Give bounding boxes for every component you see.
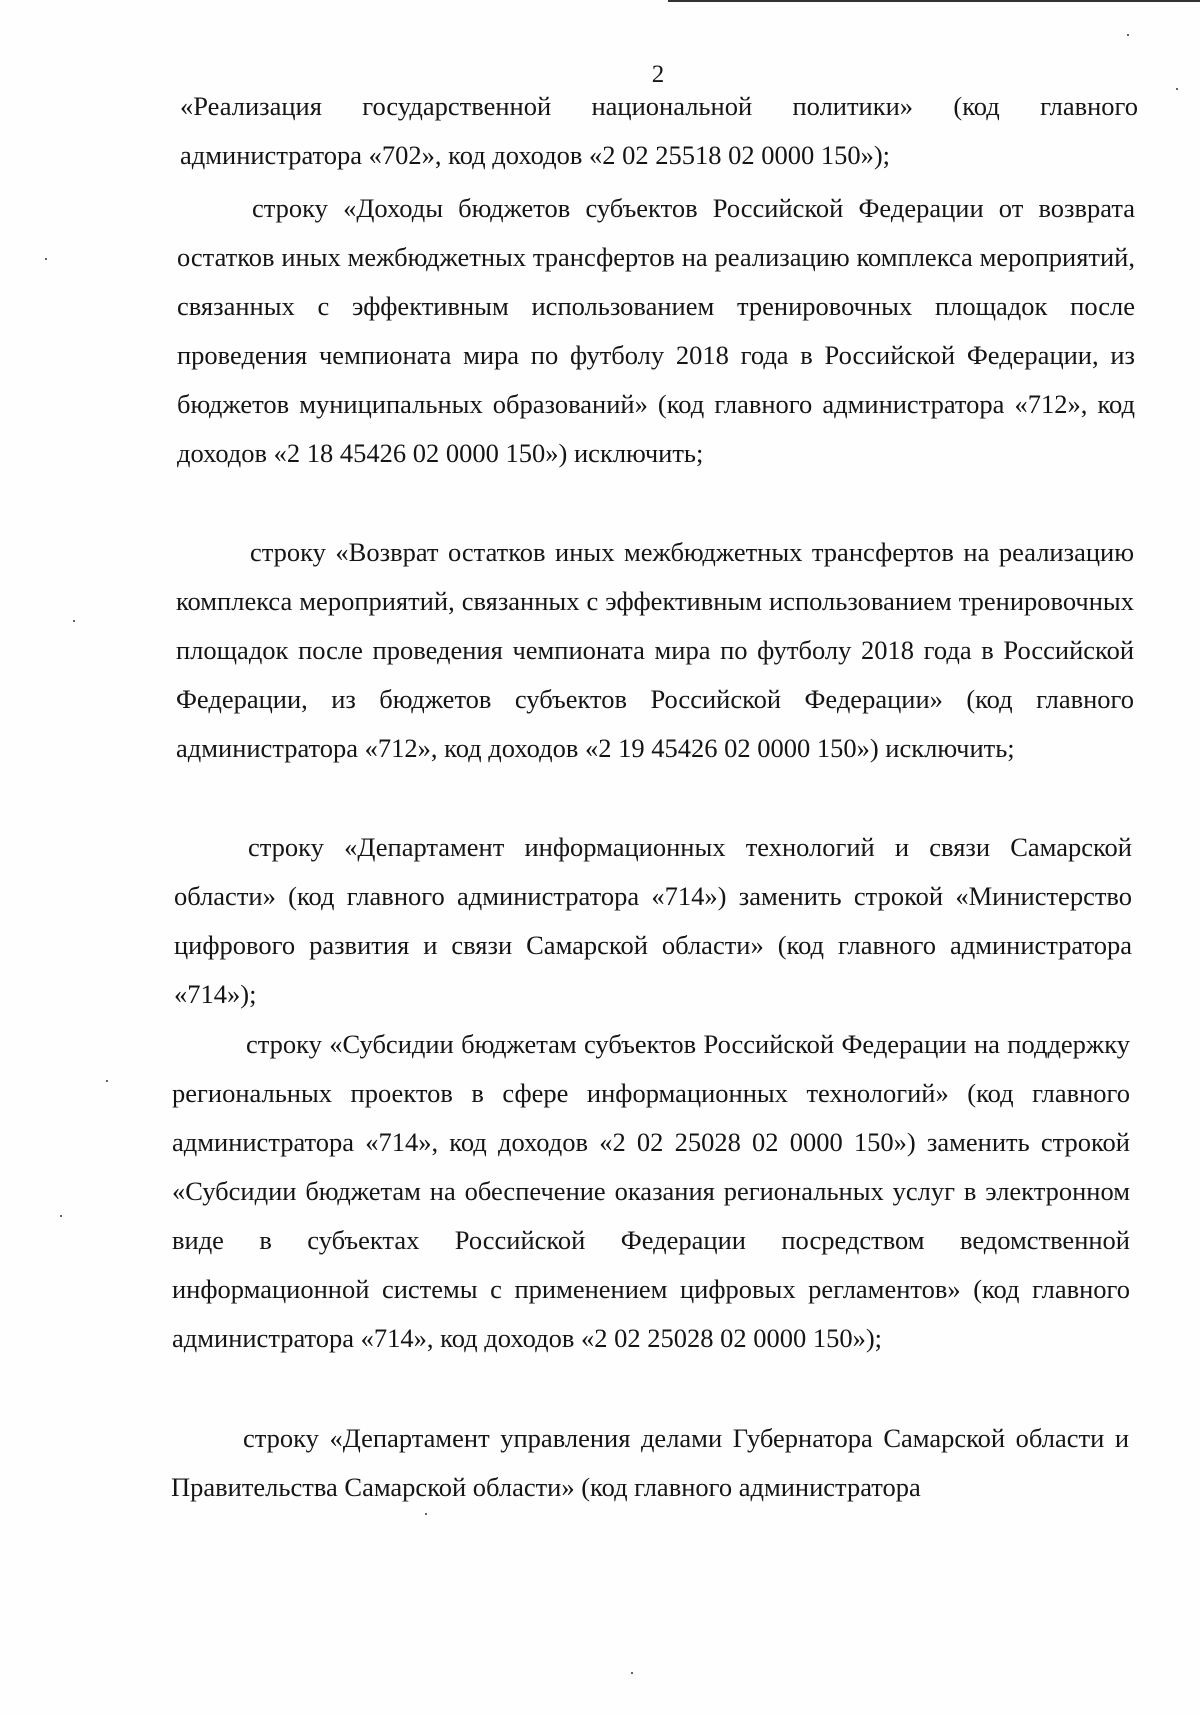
scan-speck (73, 620, 75, 622)
scan-speck (106, 1080, 108, 1082)
paragraph-6: строку «Департамент управления делами Губернатора Самарской области и Правительства Самарской области» (код главного администратора (171, 1423, 1129, 1502)
scan-speck (1127, 34, 1129, 36)
paragraph-2: строку «Доходы бюджетов субъектов Российской Федерации от возврата остатков иных межбюджетных трансфертов на реализацию комплекса мероприятий, связанных с эффективным использованием тренировочных площадок после проведения чемпионата мира по футболу 2018 года в Российской Федерации, из бюджетов муниципальных образований» (код главного администратора «712», код доходов «2 18 45426 02 0000 150») исключить; (177, 193, 1135, 468)
top-scan-line (668, 0, 1200, 2)
paragraph-1: «Реализация государственной национальной политики» (код главного администратора «702», код доходов «2 02 25518 02 0000 150»); (180, 91, 1138, 170)
page-number: 2 (651, 61, 665, 88)
scan-speck (45, 258, 47, 260)
scan-speck (631, 1672, 633, 1674)
scan-speck (60, 1215, 62, 1217)
paragraph-5: строку «Субсидии бюджетам субъектов Российской Федерации на поддержку региональных проектов в сфере информационных технологий» (код главного администратора «714», код доходов «2 02 25028 02 0000 150») заменить строкой «Субсидии бюджетам на обеспечение оказания региональных услуг в электронном виде в субъектах Российской Федерации посредством ведомственной информационной системы с применением цифровых регламентов» (код главного администратора «714», код доходов «2 02 25028 02 0000 150»); (172, 1029, 1130, 1353)
paragraph-3: строку «Возврат остатков иных межбюджетных трансфертов на реализацию комплекса мероприятий, связанных с эффективным использованием тренировочных площадок после проведения чемпионата мира по футболу 2018 года в Российской Федерации, из бюджетов субъектов Российской Федерации» (код главного администратора «712», код доходов «2 19 45426 02 0000 150») исключить; (176, 537, 1134, 763)
paragraph-4: строку «Департамент информационных технологий и связи Самарской области» (код главного администратора «714») заменить строкой «Министерство цифрового развития и связи Самарской области» (код главного администратора «714»); (174, 832, 1132, 1009)
scan-speck (425, 1513, 427, 1515)
scan-speck (1176, 88, 1178, 90)
